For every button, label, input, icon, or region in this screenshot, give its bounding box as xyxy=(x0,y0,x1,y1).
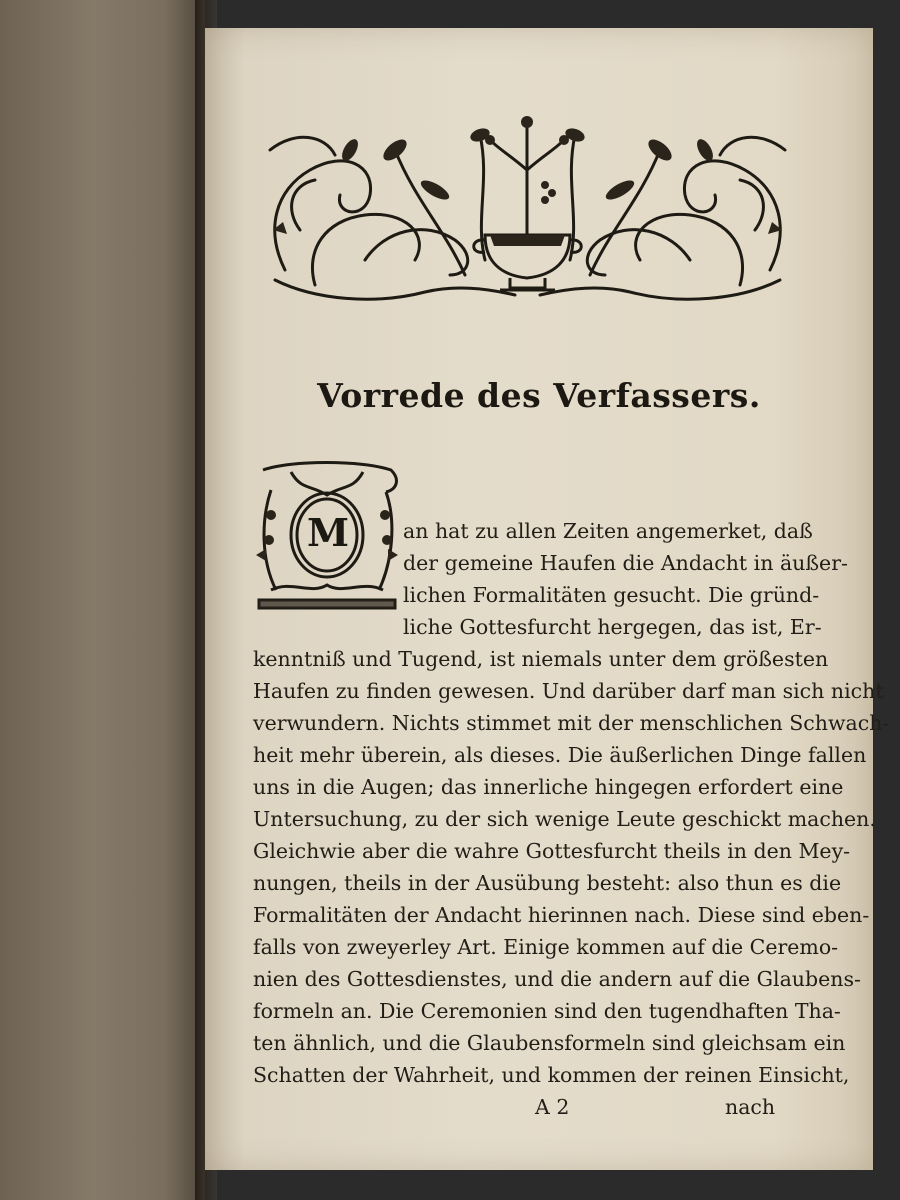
text-line: der gemeine Haufen die Andacht in äußer- xyxy=(403,551,848,575)
initial-letter: M xyxy=(306,510,350,555)
text-line: Haufen zu finden gewesen. Und darüber darf man sich nicht xyxy=(253,679,884,703)
text-line: ten ähnlich, und die Glaubensformeln sind gleichsam ein xyxy=(253,1031,846,1055)
text-line: an hat zu allen Zeiten angemerket, daß xyxy=(403,519,813,543)
page-title: Vorrede des Verfassers. xyxy=(317,376,761,415)
catchword: nach xyxy=(725,1095,776,1119)
book-page xyxy=(205,28,890,1170)
text-line: nungen, theils in der Ausübung besteht: also thun es die xyxy=(253,871,842,895)
text-line: Untersuchung, zu der sich wenige Leute geschickt machen. xyxy=(253,807,876,831)
text-line: liche Gottesfurcht hergegen, das ist, Er- xyxy=(403,615,822,639)
text-line: formeln an. Die Ceremonien sind den tugendhaften Tha- xyxy=(253,999,841,1023)
text-line: Formalitäten der Andacht hierinnen nach. Diese sind eben- xyxy=(253,903,870,927)
text-line: verwundern. Nichts stimmet mit der menschlichen Schwach- xyxy=(253,711,890,735)
floral-headpiece-ornament xyxy=(255,110,800,310)
text-line: lichen Formalitäten gesucht. Die gründ- xyxy=(403,583,820,607)
text-line: kenntniß und Tugend, ist niemals unter dem größesten xyxy=(253,647,829,671)
text-line: Gleichwie aber die wahre Gottesfurcht theils in den Mey- xyxy=(253,839,851,863)
signature-mark: A 2 xyxy=(535,1095,570,1119)
text-line: uns in die Augen; das innerliche hingegen erfordert eine xyxy=(253,775,844,799)
text-line: Schatten der Wahrheit, und kommen der reinen Einsicht, xyxy=(253,1063,850,1087)
decorated-initial xyxy=(251,460,403,610)
left-page-edge xyxy=(0,0,205,1200)
text-line: heit mehr überein, als dieses. Die äußerlichen Dinge fallen xyxy=(253,743,867,767)
text-line: falls von zweyerley Art. Einige kommen auf die Ceremo- xyxy=(253,935,839,959)
text-line: nien des Gottesdienstes, und die andern auf die Glaubens- xyxy=(253,967,861,991)
